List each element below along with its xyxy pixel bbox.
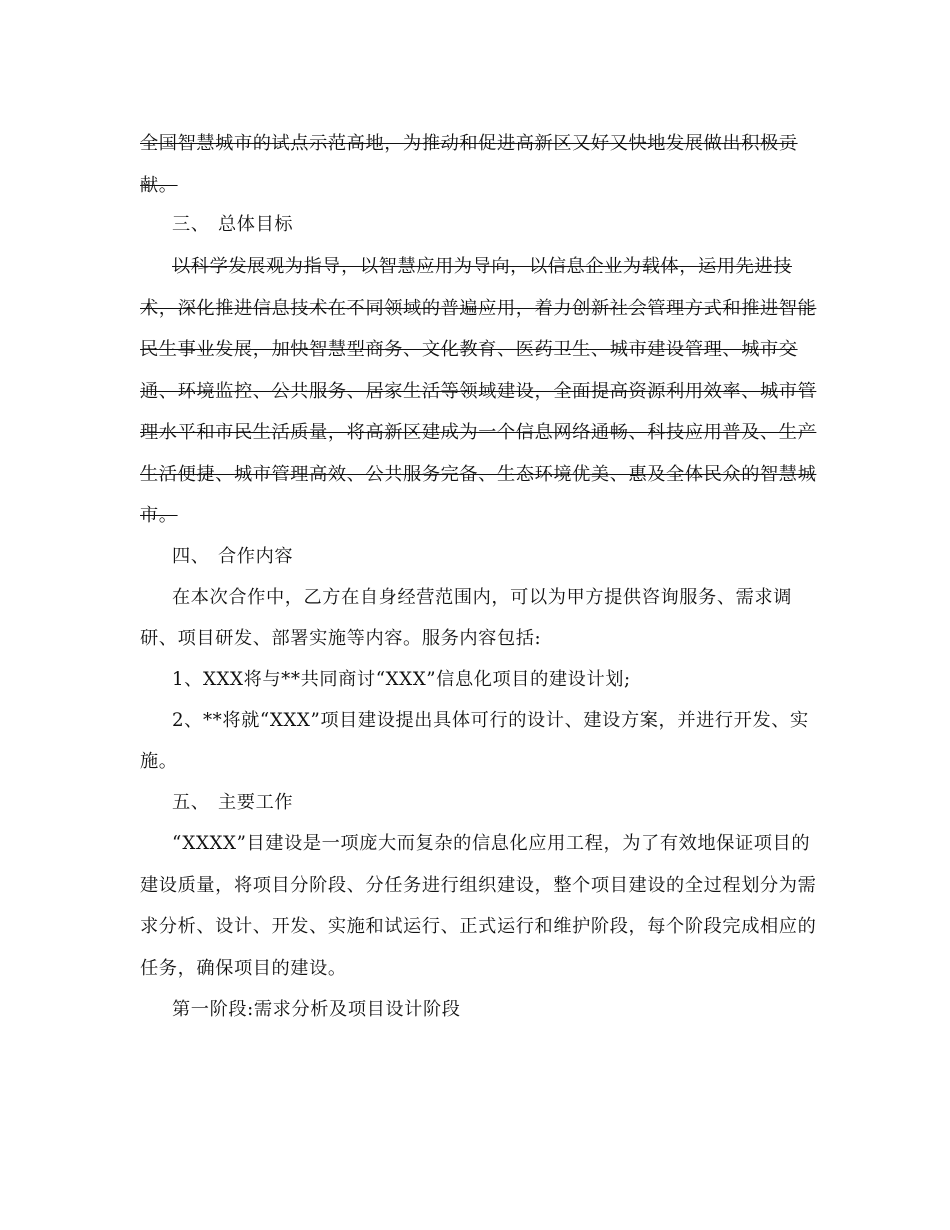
- section-number: 四、: [172, 546, 210, 567]
- section-number: 三、: [172, 214, 210, 235]
- paragraph-line: 民生事业发展，加快智慧型商务、文化教育、医药卫生、城市建设管理、城市交: [140, 339, 798, 360]
- paragraph-line: 在本次合作中，乙方在自身经营范围内，可以为甲方提供咨询服务、需求调: [172, 587, 792, 608]
- section-title: 总体目标: [218, 214, 294, 235]
- paragraph-line: 献。: [140, 175, 178, 196]
- section-heading-4: [172, 545, 293, 569]
- section-heading-3: [172, 213, 293, 237]
- section-title: 主要工作: [218, 792, 294, 813]
- section-title: 合作内容: [218, 546, 294, 567]
- paragraph-line: 以科学发展观为指导，以智慧应用为导向，以信息企业为载体，运用先进技: [172, 256, 792, 277]
- paragraph-line: 理水平和市民生活质量，将高新区建成为一个信息网络通畅、科技应用普及、生产: [140, 422, 817, 443]
- paragraph-line: 术，深化推进信息技术在不同领域的普遍应用，着力创新社会管理方式和推进智能: [140, 298, 817, 319]
- paragraph-line: 市。: [140, 505, 178, 526]
- section-number: 五、: [172, 792, 210, 813]
- paragraph-line: 全国智慧城市的试点示范高地，为推动和促进高新区又好又快地发展做出积极贡: [140, 133, 798, 154]
- list-item: 1、XXX将与**共同商讨“XXX”信息化项目的建设计划;: [172, 669, 631, 690]
- paragraph-line: “XXXX”目建设是一项庞大而复杂的信息化应用工程，为了有效地保证项目的: [172, 833, 811, 854]
- paragraph-line: 生活便捷、城市管理高效、公共服务完备、生态环境优美、惠及全体民众的智慧城: [140, 464, 817, 485]
- list-item-continuation: 施。: [140, 751, 178, 772]
- paragraph-line: 建设质量，将项目分阶段、分任务进行组织建设，整个项目建设的全过程划分为需: [140, 875, 817, 896]
- paragraph-line: 研、项目研发、部署实施等内容。服务内容包括:: [140, 628, 542, 649]
- list-item: 2、**将就“XXX”项目建设提出具体可行的设计、建设方案，并进行开发、实: [172, 710, 809, 731]
- paragraph-line: 求分析、设计、开发、实施和试运行、正式运行和维护阶段，每个阶段完成相应的: [140, 916, 817, 937]
- section-heading-5: [172, 791, 293, 815]
- paragraph-line: 任务，确保项目的建设。: [140, 958, 347, 979]
- paragraph-line: 通、环境监控、公共服务、居家生活等领域建设，全面提高资源利用效率、城市管: [140, 381, 817, 402]
- phase-heading: 第一阶段:需求分析及项目设计阶段: [172, 999, 461, 1020]
